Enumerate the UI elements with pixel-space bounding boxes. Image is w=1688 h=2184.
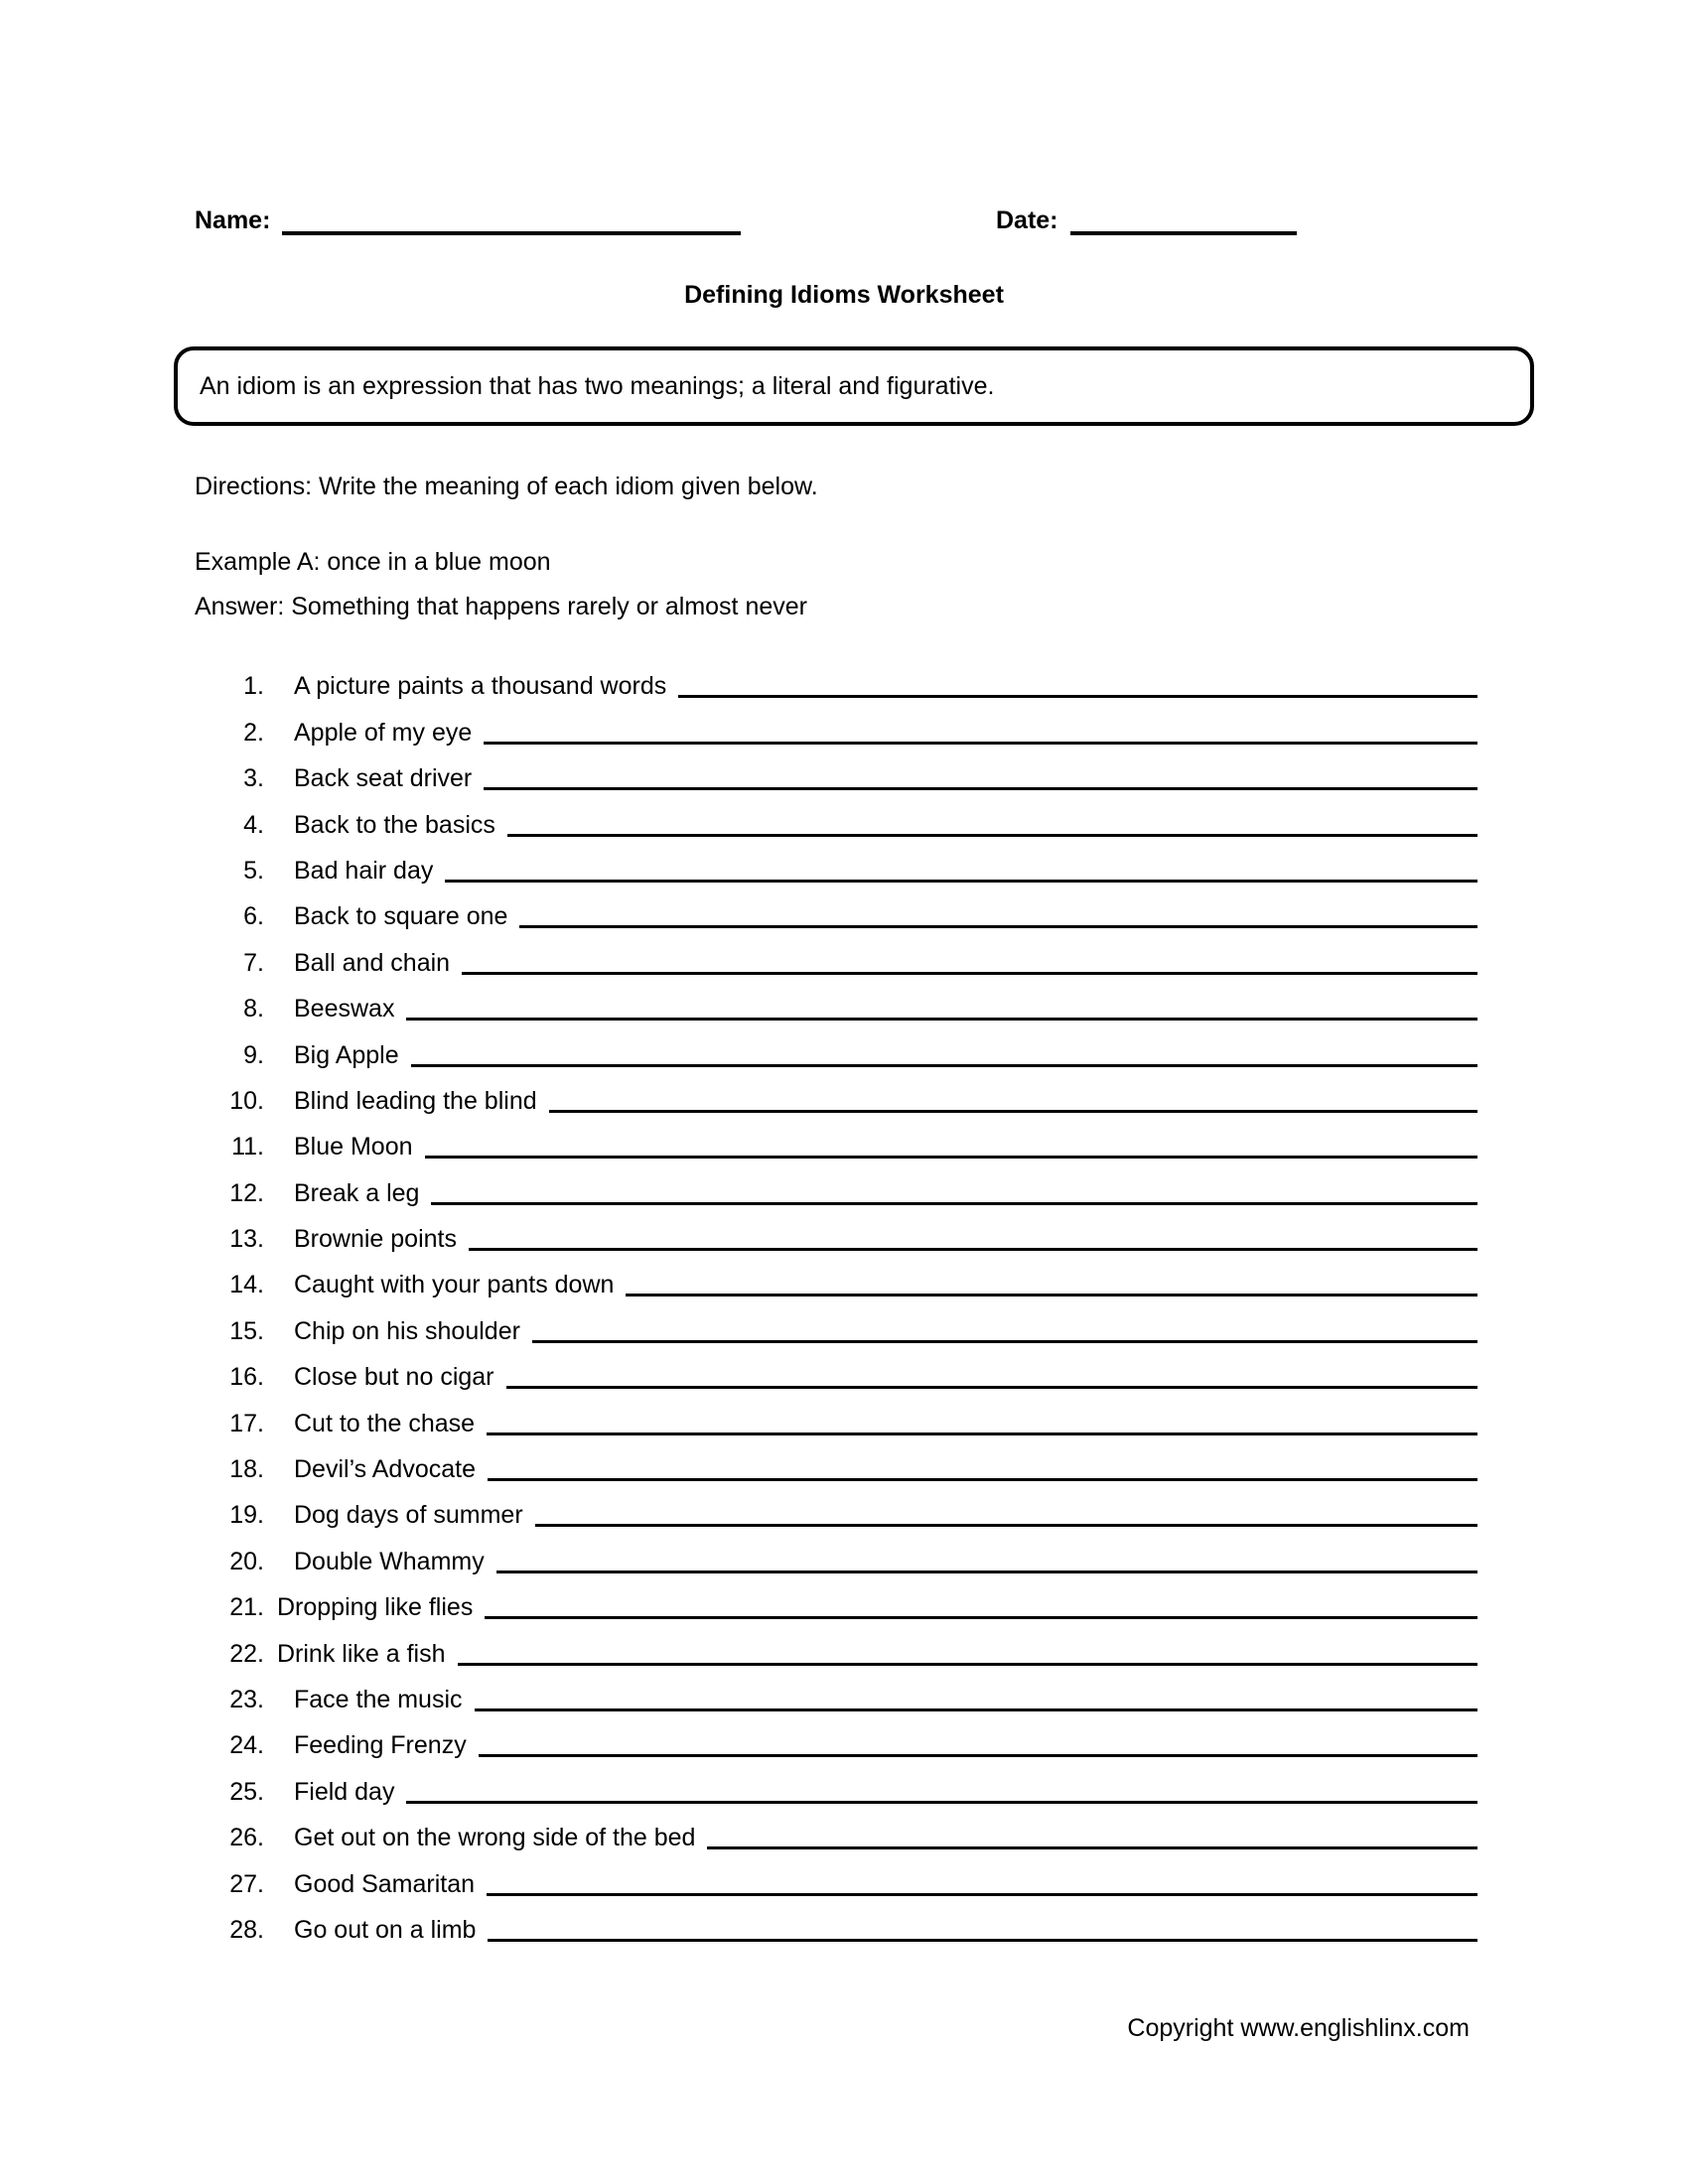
directions-text: Directions: Write the meaning of each idiom given below. xyxy=(195,473,818,500)
name-field-group xyxy=(195,202,741,237)
idiom-list-item xyxy=(195,933,1477,979)
item-text: Big Apple xyxy=(294,1040,399,1069)
idiom-list-item xyxy=(195,842,1477,887)
item-number: 25. xyxy=(229,1777,264,1806)
idiom-list-item xyxy=(195,1025,1477,1071)
item-text: Brownie points xyxy=(294,1225,457,1254)
answer-blank-line xyxy=(519,897,1477,928)
idiom-list-item xyxy=(195,1486,1477,1532)
answer-blank-line xyxy=(406,1773,1477,1804)
item-text: Field day xyxy=(294,1777,395,1806)
answer-blank-line xyxy=(479,1726,1477,1757)
item-text: Back to square one xyxy=(294,902,508,931)
item-text: Back to the basics xyxy=(294,810,495,839)
item-text: Double Whammy xyxy=(294,1547,485,1575)
item-text: Blind leading the blind xyxy=(294,1086,537,1115)
item-text: Dog days of summer xyxy=(294,1501,523,1530)
item-number: 2. xyxy=(243,718,264,747)
answer-blank-line xyxy=(487,1865,1477,1896)
answer-blank-line xyxy=(484,714,1477,745)
item-text: Get out on the wrong side of the bed xyxy=(294,1824,696,1852)
answer-blank-line xyxy=(532,1312,1477,1343)
name-label: Name: xyxy=(195,206,271,234)
idiom-list-item xyxy=(195,1578,1477,1624)
item-number: 18. xyxy=(229,1455,264,1484)
item-number: 24. xyxy=(229,1731,264,1760)
item-number: 15. xyxy=(229,1316,264,1345)
item-text: Beeswax xyxy=(294,995,395,1024)
date-label: Date: xyxy=(996,206,1058,234)
item-text: Dropping like flies xyxy=(277,1593,474,1622)
idiom-list-item xyxy=(195,1809,1477,1854)
item-number: 28. xyxy=(229,1915,264,1944)
idiom-list-item xyxy=(195,1440,1477,1486)
name-blank-line xyxy=(282,202,741,235)
item-text: Drink like a fish xyxy=(277,1639,446,1668)
header-row xyxy=(195,202,1477,243)
answer-blank-line xyxy=(707,1819,1477,1849)
item-number: 19. xyxy=(229,1501,264,1530)
item-number: 13. xyxy=(229,1225,264,1254)
item-number: 10. xyxy=(229,1086,264,1115)
idiom-list-item xyxy=(195,1394,1477,1439)
idiom-list-item xyxy=(195,750,1477,795)
date-blank-line xyxy=(1070,202,1297,235)
answer-blank-line xyxy=(411,1036,1477,1067)
answer-blank-line xyxy=(549,1082,1477,1113)
item-number: 7. xyxy=(243,948,264,977)
definition-box xyxy=(174,346,1534,426)
idiom-list-item xyxy=(195,1118,1477,1163)
answer-blank-line xyxy=(445,852,1477,883)
idiom-list-item xyxy=(195,1301,1477,1347)
idiom-list-item xyxy=(195,703,1477,749)
idiom-list-item xyxy=(195,1072,1477,1118)
item-number: 16. xyxy=(229,1363,264,1392)
idiom-list-item xyxy=(195,1256,1477,1301)
item-text: Break a leg xyxy=(294,1178,420,1207)
item-number: 4. xyxy=(243,810,264,839)
idiom-list-item xyxy=(195,1163,1477,1209)
idiom-list-item xyxy=(195,887,1477,933)
item-number: 26. xyxy=(229,1824,264,1852)
answer-blank-line xyxy=(488,1450,1477,1481)
item-text: Bad hair day xyxy=(294,856,434,885)
item-text: Back seat driver xyxy=(294,764,473,793)
answer-blank-line xyxy=(487,1405,1477,1435)
item-text: Caught with your pants down xyxy=(294,1271,615,1299)
idiom-list-item xyxy=(195,980,1477,1025)
answer-blank-line xyxy=(485,1588,1477,1619)
answer-blank-line xyxy=(484,759,1477,790)
item-number: 22. xyxy=(229,1639,264,1668)
item-number: 6. xyxy=(243,902,264,931)
item-text: Good Samaritan xyxy=(294,1869,476,1898)
item-text: Go out on a limb xyxy=(294,1915,477,1944)
item-text: Cut to the chase xyxy=(294,1409,476,1437)
example-text: Example A: once in a blue moon xyxy=(195,548,551,576)
item-text: Close but no cigar xyxy=(294,1363,494,1392)
idiom-list-item xyxy=(195,1532,1477,1577)
item-text: Apple of my eye xyxy=(294,718,473,747)
item-number: 20. xyxy=(229,1547,264,1575)
definition-text: An idiom is an expression that has two meanings; a literal and figurative. xyxy=(200,372,995,400)
answer-blank-line xyxy=(431,1174,1477,1205)
answer-blank-line xyxy=(626,1266,1477,1297)
idiom-list-item xyxy=(195,657,1477,703)
item-number: 12. xyxy=(229,1178,264,1207)
item-text: A picture paints a thousand words xyxy=(294,672,667,701)
answer-blank-line xyxy=(462,944,1477,975)
copyright-text: Copyright www.englishlinx.com xyxy=(1127,2014,1470,2042)
item-text: Blue Moon xyxy=(294,1133,413,1161)
item-number: 21. xyxy=(229,1593,264,1622)
idiom-list-item xyxy=(195,1348,1477,1394)
item-text: Feeding Frenzy xyxy=(294,1731,467,1760)
item-text: Chip on his shoulder xyxy=(294,1316,520,1345)
item-text: Ball and chain xyxy=(294,948,451,977)
answer-blank-line xyxy=(535,1496,1477,1527)
idiom-list-item xyxy=(195,1762,1477,1808)
idiom-list-item xyxy=(195,1901,1477,1947)
item-number: 1. xyxy=(243,672,264,701)
idiom-list-item xyxy=(195,1854,1477,1900)
item-text: Face the music xyxy=(294,1685,463,1713)
item-number: 3. xyxy=(243,764,264,793)
idiom-list-item xyxy=(195,1671,1477,1716)
idiom-list-item xyxy=(195,1624,1477,1670)
item-number: 23. xyxy=(229,1685,264,1713)
answer-blank-line xyxy=(425,1128,1477,1159)
item-number: 27. xyxy=(229,1869,264,1898)
item-number: 9. xyxy=(243,1040,264,1069)
item-number: 14. xyxy=(229,1271,264,1299)
answer-blank-line xyxy=(506,1358,1477,1389)
item-number: 11. xyxy=(231,1133,264,1161)
answer-blank-line xyxy=(406,990,1477,1021)
answer-blank-line xyxy=(507,806,1477,837)
idiom-list-item xyxy=(195,795,1477,841)
idiom-list-item xyxy=(195,1210,1477,1256)
page-title: Defining Idioms Worksheet xyxy=(684,281,1004,309)
answer-blank-line xyxy=(488,1911,1477,1942)
item-number: 8. xyxy=(243,995,264,1024)
answer-blank-line xyxy=(469,1220,1477,1251)
idiom-list-item xyxy=(195,1716,1477,1762)
answer-blank-line xyxy=(678,667,1477,698)
date-field-group xyxy=(996,202,1297,237)
answer-blank-line xyxy=(458,1635,1478,1666)
idiom-list xyxy=(195,657,1477,1947)
item-number: 5. xyxy=(243,856,264,885)
answer-blank-line xyxy=(496,1543,1477,1573)
item-number: 17. xyxy=(229,1409,264,1437)
answer-blank-line xyxy=(475,1681,1477,1711)
item-text: Devil’s Advocate xyxy=(294,1455,476,1484)
example-answer-text: Answer: Something that happens rarely or almost never xyxy=(195,593,807,620)
